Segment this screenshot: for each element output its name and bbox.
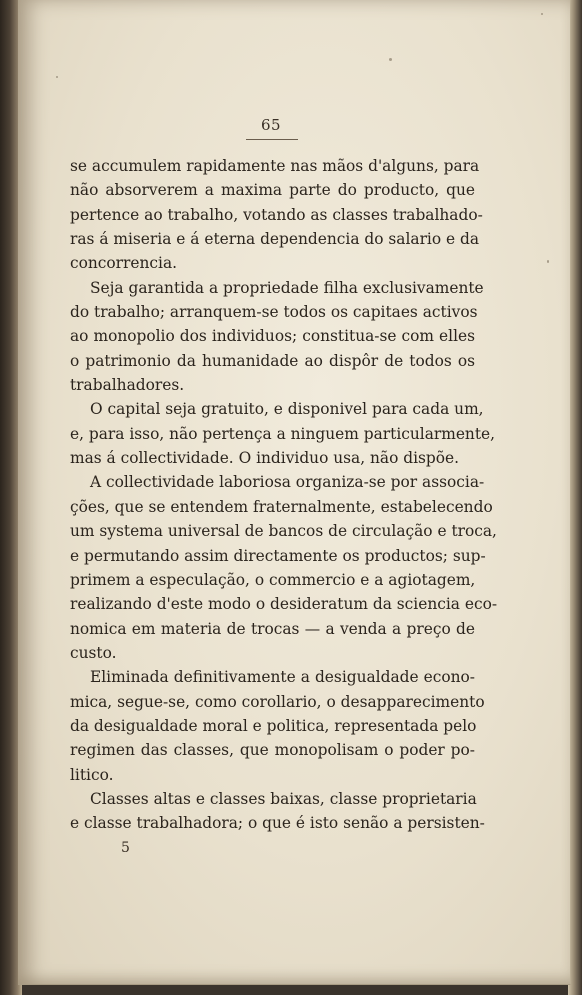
text-line: O capital seja gratuito, e disponivel para cada um, [90, 400, 484, 419]
text-line: o patrimonio da humanidade ao dispôr de todos os [70, 351, 475, 370]
page-body-text [70, 154, 498, 836]
page-paper [18, 0, 571, 985]
text-line: primem a especulação, o commercio e a agiotagem, [70, 570, 476, 589]
text-line: se accumulem rapidamente nas mãos d'alguns, para [70, 157, 480, 175]
text-line: não absorverem a maxima parte do producto, que [70, 181, 475, 200]
text-line: da desigualdade moral e politica, representada pelo [70, 716, 477, 735]
text-line: ras á miseria e á eterna dependencia do salario e da [70, 230, 480, 249]
text-line: ções, que se entendem fraternalmente, estabelecendo [70, 497, 493, 516]
paper-speck [541, 13, 543, 15]
text-line: e, para isso, não pertença a ninguem particularmente, [70, 424, 496, 443]
page-number: 65 [261, 116, 282, 134]
paper-speck [56, 76, 58, 78]
page-number-rule [246, 139, 298, 140]
text-line: trabalhadores. [70, 376, 185, 395]
text-line: realizando d'este modo o desideratum da sciencia eco- [70, 595, 498, 614]
paper-speck [389, 58, 392, 61]
text-line: e permutando assim directamente os productos; sup- [70, 546, 486, 565]
text-line: pertence ao trabalho, votando as classes trabalhado- [70, 205, 483, 224]
text-line: A collectividade laboriosa organiza-se por associa- [90, 473, 485, 492]
paper-speck [547, 260, 549, 263]
text-line: do trabalho; arranquem-se todos os capitaes activos [70, 303, 478, 322]
text-line: ao monopolio dos individuos; constitua-se com elles [70, 327, 475, 346]
text-line: mas á collectividade. O individuo usa, não dispõe. [70, 449, 460, 468]
text-line: concorrencia. [70, 254, 178, 273]
text-line: um systema universal de bancos de circulação e troca, [70, 522, 497, 541]
text-line: mica, segue-se, como corollario, o desapparecimento [70, 692, 485, 711]
text-line: custo. [70, 643, 117, 662]
text-line: regimen das classes, que monopolisam o poder po- [70, 741, 475, 760]
text-line: Eliminada definitivamente a desigualdade econo- [90, 668, 475, 687]
text-line: Classes altas e classes baixas, classe proprietaria [90, 789, 477, 808]
text-line: nomica em materia de trocas — a venda a preço de [70, 619, 475, 638]
text-line: Seja garantida a propriedade filha exclusivamente [90, 278, 484, 297]
signature-mark: 5 [121, 840, 130, 856]
text-line: e classe trabalhadora; o que é isto senão a persisten- [70, 814, 485, 833]
text-line: litico. [70, 765, 114, 784]
